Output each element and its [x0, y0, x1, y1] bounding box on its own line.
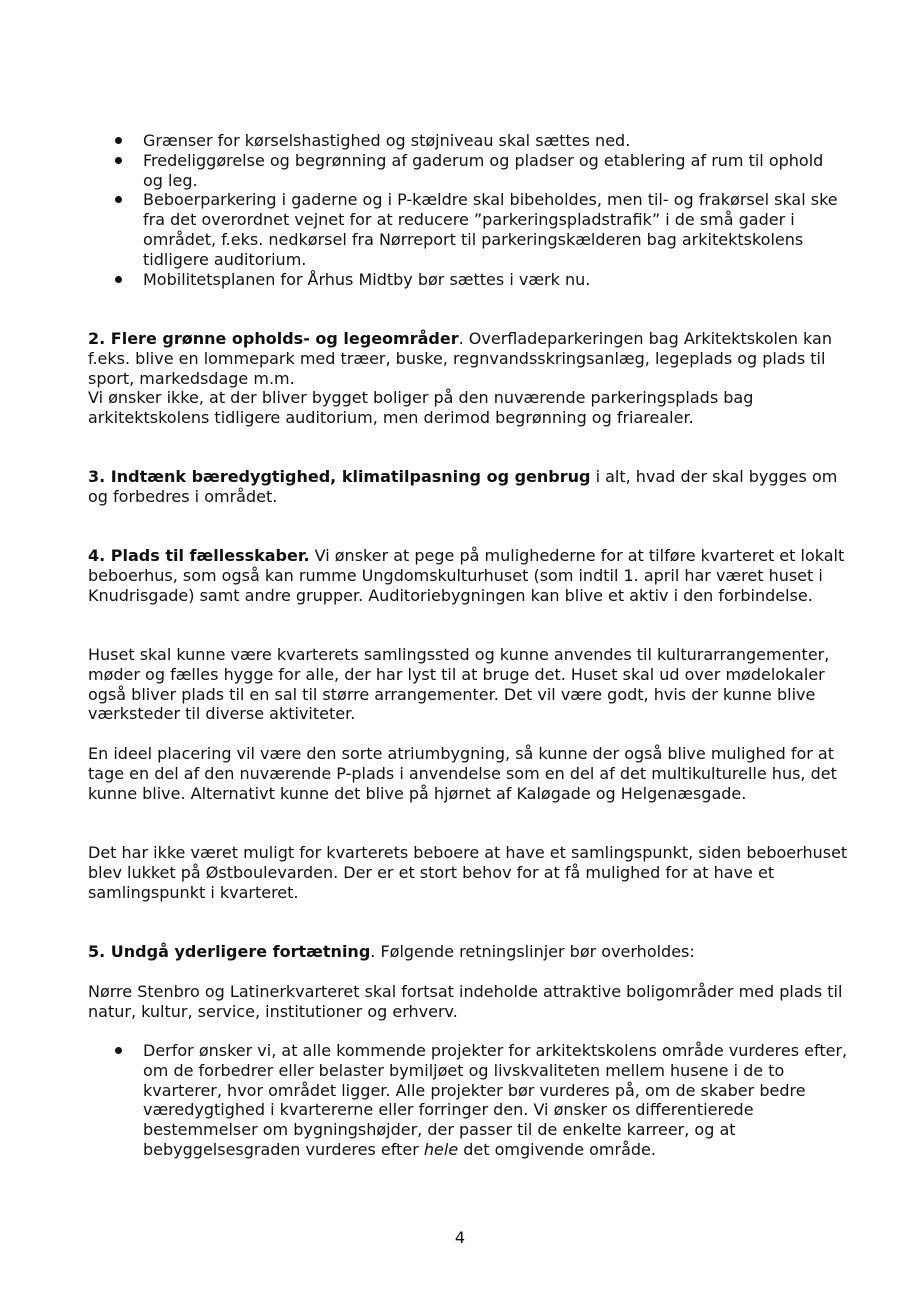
list-item: Derfor ønsker vi, at alle kommende projekter for arkitektskolens område vurderes efter, om de forbedrer eller belaster bymiljøet og livskvaliteten mellem husene i de to kvarterer, hvor området ligger. Alle projekter bør vurderes på, om de skaber bedre væredygtighed i kvartererne eller forringer den. Vi ønsker os differentierede bestemmelser om bygningshøjder, der passer til de enkelte karreer, og at bebyggelsesgraden vurderes efter hele det omgivende område. — [88, 1041, 848, 1160]
section-4-paragraph-3: En ideel placering vil være den sorte atriumbygning, så kunne der også blive mulighed for at tage en del af den nuværende P-plads i anvendelse som en del af det multikulturelle hus, det kunne blive. Alternativt kunne det blive på hjørnet af Kaløgade og Helgenæsgade. — [88, 744, 837, 803]
bullet-icon — [115, 1047, 122, 1054]
section-5-paragraph: 5. Undgå yderligere fortætning. Følgende retningslinjer bør overholdes: — [88, 942, 695, 961]
section-3-paragraph: 3. Indtænk bæredygtighed, klimatilpasning og genbrug i alt, hvad der skal bygges om og forbedres i området. — [88, 467, 838, 506]
page-number: 4 — [454, 1228, 466, 1247]
top-bullet-list — [88, 131, 848, 289]
section-4-heading: 4. Plads til fællesskaber. — [88, 546, 310, 565]
bullet-icon — [115, 276, 122, 283]
section-4-paragraph: 4. Plads til fællesskaber. Vi ønsker at pege på mulighederne for at tilføre kvarteret et lokalt beboerhus, som også kan rumme Ungdomskulturhuset (som indtil 1. april har været huset i Knudrisgade) samt andre grupper. Auditoriebygningen kan blive et aktiv i den forbindelse. — [88, 546, 845, 605]
section-4-paragraph-4: Det har ikke været muligt for kvarterets beboere at have et samlingspunkt, siden beboerhuset blev lukket på Østboulevarden. Der er et stort behov for at få mulighed for at have et samlingspunkt i kvarteret. — [88, 843, 848, 902]
section-5-paragraph-2: Nørre Stenbro og Latinerkvarteret skal fortsat indeholde attraktive boligområder med plads til natur, kultur, service, institutioner og erhverv. — [88, 982, 843, 1021]
section-5-bullet-list — [88, 1041, 848, 1160]
list-item: Fredeliggørelse og begrønning af gaderum og pladser og etablering af rum til ophold og leg. — [88, 151, 848, 191]
list-item: Mobilitetsplanen for Århus Midtby bør sættes i værk nu. — [88, 270, 848, 290]
section-4 — [88, 546, 848, 605]
list-item: Grænser for kørselshastighed og støjniveau skal sættes ned. — [88, 131, 848, 151]
section-5-heading: 5. Undgå yderligere fortætning — [88, 942, 371, 961]
section-5 — [88, 942, 848, 962]
section-4-paragraph-2: Huset skal kunne være kvarterets samlingssted og kunne anvendes til kulturarrangementer, møder og fælles hygge for alle, der har lyst til at bruge det. Huset skal ud over mødelokaler også bliver plads til en sal til større arrangementer. Det vil være godt, hvis der kunne blive værksteder til diverse aktiviteter. — [88, 645, 830, 724]
section-2-paragraph: 2. Flere grønne opholds- og legeområder. Overfladeparkeringen bag Arkitektskolen kan f.eks. blive en lommepark med træer, buske, regnvandsskringsanlæg, legeplads og plads til sport, markedsdage m.m. — [88, 329, 832, 388]
bullet-icon — [115, 137, 122, 144]
section-3 — [88, 467, 848, 507]
section-2-heading: 2. Flere grønne opholds- og legeområder — [88, 329, 459, 348]
bullet-icon — [115, 157, 122, 164]
section-3-heading: 3. Indtænk bæredygtighed, klimatilpasning og genbrug — [88, 467, 591, 486]
list-item: Beboerparkering i gaderne og i P-kældre skal bibeholdes, men til- og frakørsel skal ske fra det overordnet vejnet for at reducere ”parkeringspladstrafik” i de små gader i området, f.eks. nedkørsel fra Nørreport til parkeringskælderen bag arkitektskolens tidligere auditorium. — [88, 190, 848, 269]
section-2 — [88, 329, 848, 428]
bullet-icon — [115, 196, 122, 203]
section-2-paragraph-2: Vi ønsker ikke, at der bliver bygget boliger på den nuværende parkeringsplads bag arkitektskolens tidligere auditorium, men derimod begrønning og friarealer. — [88, 388, 754, 428]
